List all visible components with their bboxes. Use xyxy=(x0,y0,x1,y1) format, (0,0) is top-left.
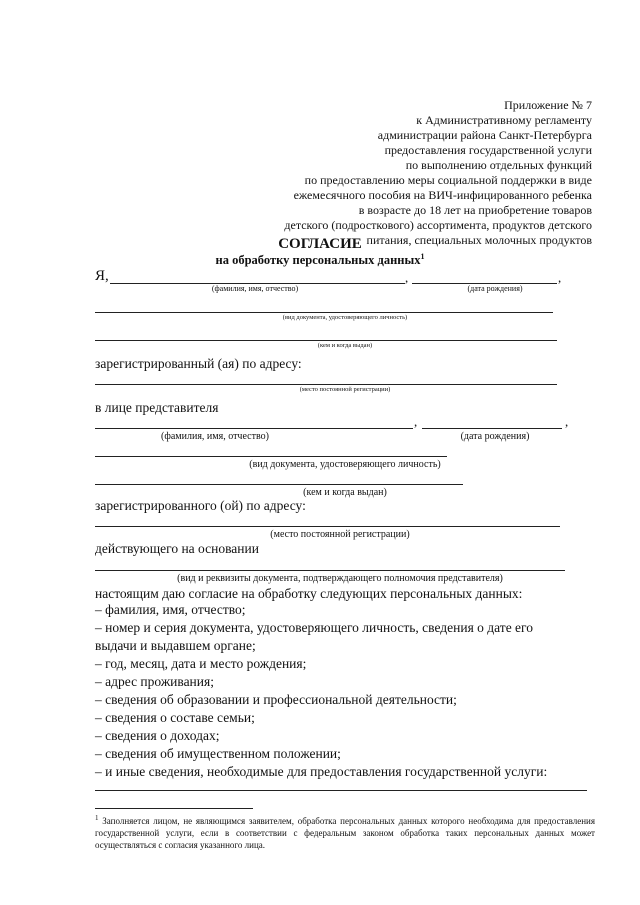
list-item: – номер и серия документа, удостоверяющего личность, сведения о дате его xyxy=(95,620,533,635)
subtitle-text: на обработку персональных данных xyxy=(215,253,421,268)
rep-document-caption: (вид документа, удостоверяющего личность) xyxy=(249,459,441,470)
list-item: – год, месяц, дата и место рождения; xyxy=(95,656,307,671)
list-item: – адрес проживания; xyxy=(95,674,214,689)
footnote-separator xyxy=(95,808,253,809)
i-label: Я, xyxy=(95,268,109,284)
residence-caption: (место постоянной регистрации) xyxy=(299,386,391,393)
rep-residence-field[interactable] xyxy=(95,526,560,527)
rep-fio-field[interactable] xyxy=(95,428,413,429)
consent-statement: настоящим даю согласие на обработку следующих персональных данных: xyxy=(95,586,523,601)
header-line: предоставления государственной услуги xyxy=(384,143,592,157)
rep-document-field[interactable] xyxy=(95,456,447,457)
footnote xyxy=(95,812,595,851)
authority-caption: (вид и реквизиты документа, подтверждающего полномочия представителя) xyxy=(177,573,503,584)
comma: , xyxy=(414,414,418,429)
document-title: СОГЛАСИЕ xyxy=(278,236,362,252)
representative-label: в лице представителя xyxy=(95,400,219,415)
footnote-ref: 1 xyxy=(420,252,425,261)
header-line: питания, специальных молочных продуктов xyxy=(366,233,592,247)
document-subtitle xyxy=(0,252,640,268)
header-line: детского (подросткового) ассортимента, продуктов детского xyxy=(284,218,592,232)
rep-issued-field[interactable] xyxy=(95,484,463,485)
rep-registered-label: зарегистрированного (ой) по адресу: xyxy=(95,498,306,513)
comma: , xyxy=(405,270,409,285)
list-item: выдачи и выдавшем органе; xyxy=(95,638,256,653)
list-item: – сведения о составе семьи; xyxy=(95,710,255,725)
footnote-text: Заполняется лицом, не являющимся заявителем, обработка персональных данных которого необходима для предоставления государственной услуги, если в соответствии с федеральным законом обработка таких персональных данных может осуществляться с согласия указанного лица. xyxy=(95,816,595,850)
document-caption: (вид документа, удостоверяющего личность) xyxy=(282,314,408,321)
other-info-field[interactable] xyxy=(95,790,587,791)
comma: , xyxy=(558,270,562,285)
header-line: по выполнению отдельных функций xyxy=(405,158,592,172)
registered-label: зарегистрированный (ая) по адресу: xyxy=(95,356,302,371)
dob-caption: (дата рождения) xyxy=(467,284,523,293)
header-line: Приложение № 7 xyxy=(504,98,592,112)
list-item: – сведения об образовании и профессиональной деятельности; xyxy=(95,692,457,707)
acting-label: действующего на основании xyxy=(95,541,259,556)
rep-residence-caption: (место постоянной регистрации) xyxy=(270,529,410,540)
comma: , xyxy=(565,414,569,429)
rep-fio-caption: (фамилия, имя, отчество) xyxy=(161,431,269,442)
footnote-mark: 1 xyxy=(95,814,99,822)
issued-caption: (кем и когда выдан) xyxy=(317,342,373,349)
list-item: – фамилия, имя, отчество; xyxy=(95,602,246,617)
rep-issued-caption: (кем и когда выдан) xyxy=(303,487,387,498)
list-item: – сведения об имущественном положении; xyxy=(95,746,341,761)
fio-caption: (фамилия, имя, отчество) xyxy=(211,284,299,293)
header-line: ежемесячного пособия на ВИЧ-инфицированного ребенка xyxy=(293,188,592,202)
header-line: в возрасте до 18 лет на приобретение товаров xyxy=(358,203,592,217)
list-item: – и иные сведения, необходимые для предоставления государственной услуги: xyxy=(95,764,548,779)
header-line: администрации района Санкт-Петербурга xyxy=(377,128,592,142)
header-line: по предоставлению меры социальной поддержки в виде xyxy=(304,173,592,187)
authority-field[interactable] xyxy=(95,570,565,571)
rep-dob-field[interactable] xyxy=(422,428,562,429)
header-line: к Административному регламенту xyxy=(416,113,592,127)
rep-dob-caption: (дата рождения) xyxy=(460,431,530,442)
list-item: – сведения о доходах; xyxy=(95,728,220,743)
